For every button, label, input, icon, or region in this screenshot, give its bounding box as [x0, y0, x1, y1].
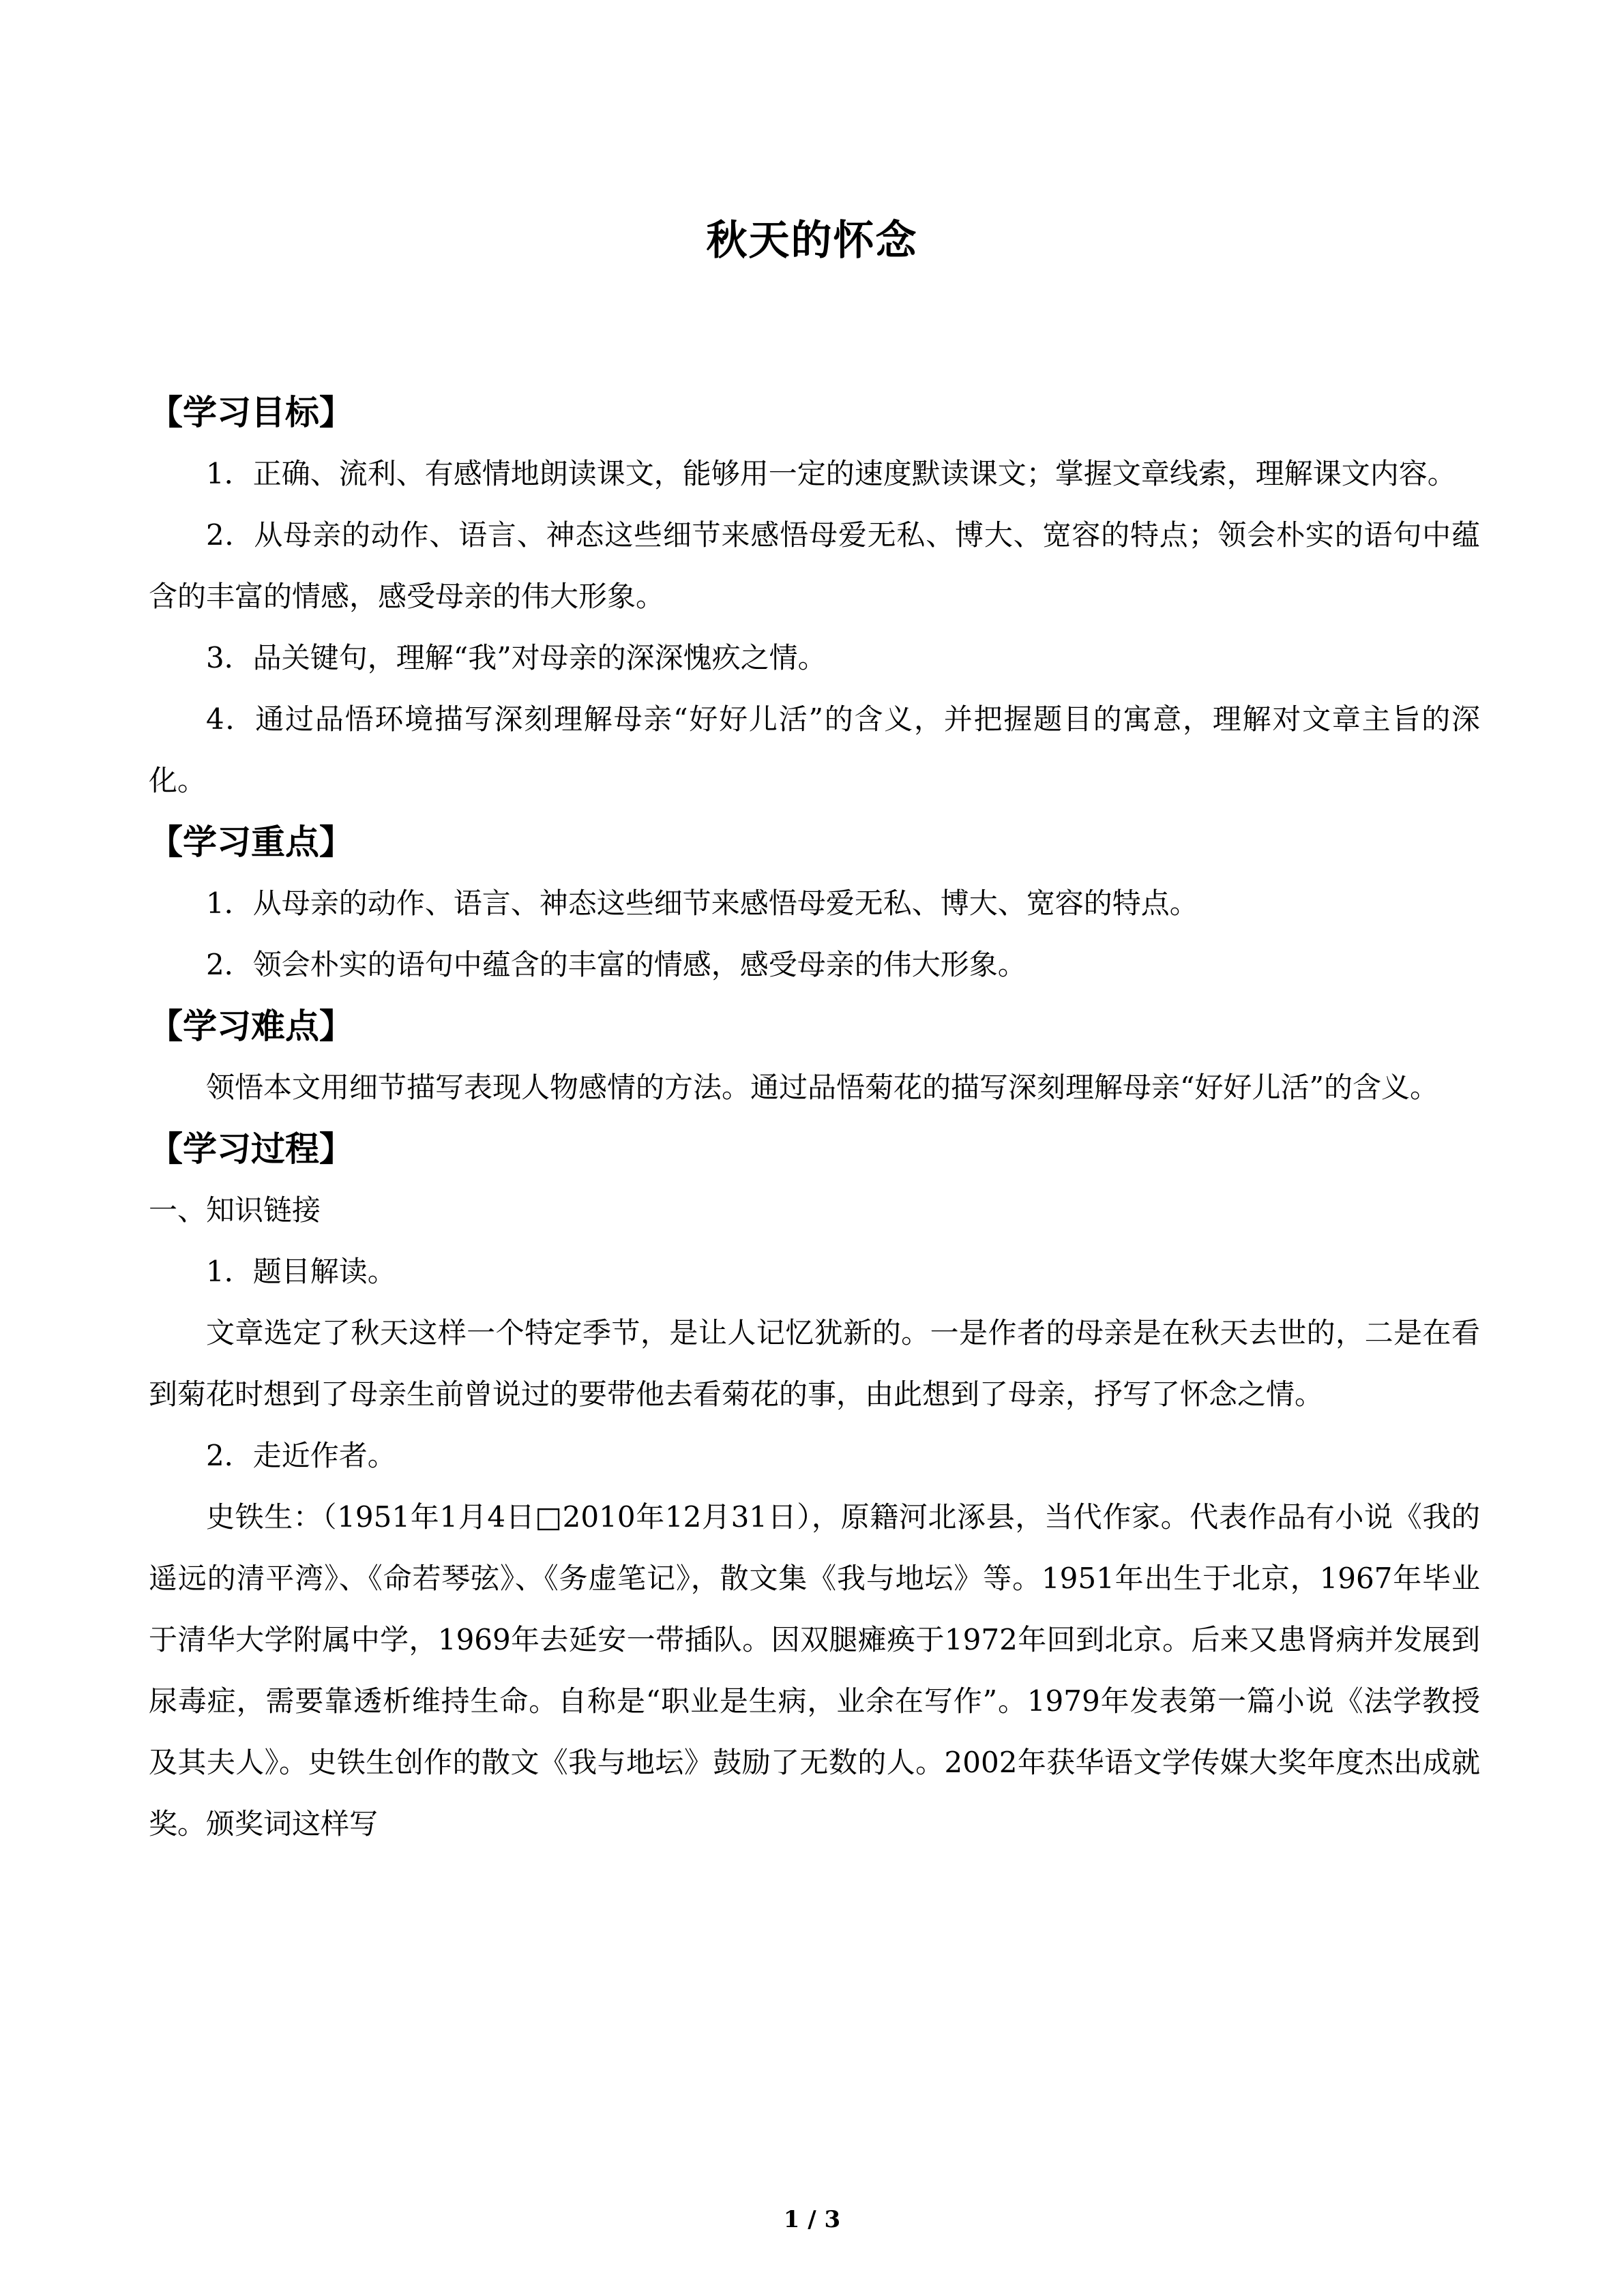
process-item-1-text: 文章选定了秋天这样一个特定季节，是让人记忆犹新的。一是作者的母亲是在秋天去世的，二是在看到菊花时想到了母亲生前曾说过的要带他去看菊花的事，由此想到了母亲，抒写了怀念之情。 — [149, 1316, 1480, 1411]
page-number: 1 / 3 — [783, 2206, 841, 2233]
goal-item-1: 1．正确、流利、有感情地朗读课文，能够用一定的速度默读课文；掌握文章线索，理解课文内容。 — [206, 457, 1456, 490]
process-item-2-title: 2．走近作者。 — [206, 1439, 396, 1472]
goal-item-2: 2．从母亲的动作、语言、神态这些细节来感悟母爱无私、博大、宽容的特点；领会朴实的语句中蕴含的丰富的情感，感受母亲的伟大形象。 — [149, 518, 1480, 613]
section-heading-focus: 【学习重点】 — [149, 822, 353, 862]
section-heading-process: 【学习过程】 — [149, 1129, 353, 1169]
difficulty-item-1: 领悟本文用细节描写表现人物感情的方法。通过品悟菊花的描写深刻理解母亲“好好儿活”的含义。 — [206, 1071, 1438, 1104]
focus-item-2: 2．领会朴实的语句中蕴含的丰富的情感，感受母亲的伟大形象。 — [206, 948, 1027, 981]
section-heading-goals: 【学习目标】 — [149, 393, 353, 432]
goal-item-3: 3．品关键句，理解“我”对母亲的深深愧疚之情。 — [206, 641, 827, 674]
process-item-2-text: 史铁生：（1951年1月4日□2010年12月31日），原籍河北涿县，当代作家。代表作品有小说《我的遥远的清平湾》、《命若琴弦》、《务虚笔记》，散文集《我与地坛》等。1951年出生于北京，1967年毕业于清华大学附属中学，1969年去延安一带插队。因双腿瘫痪于1972年回到北京。后来又患肾病并发展到尿毒症，需要靠透析维持生命。自称是“职业是生病，业余在写作”。1979年发表第一篇小说《法学教授及其夫人》。史铁生创作的散文《我与地坛》鼓励了无数的人。2002年获华语文学传媒大奖年度杰出成就奖。颁奖词这样写 — [149, 1500, 1480, 1840]
goal-item-4: 4．通过品悟环境描写深刻理解母亲“好好儿活”的含义，并把握题目的寓意，理解对文章主旨的深化。 — [149, 702, 1480, 797]
process-sub-heading: 一、知识链接 — [149, 1193, 321, 1227]
page-title: 秋天的怀念 — [706, 217, 918, 265]
process-item-1-title: 1．题目解读。 — [206, 1255, 396, 1288]
document-body — [149, 382, 1480, 1855]
focus-item-1: 1．从母亲的动作、语言、神态这些细节来感悟母爱无私、博大、宽容的特点。 — [206, 886, 1198, 920]
section-heading-difficulty: 【学习难点】 — [149, 1007, 353, 1046]
